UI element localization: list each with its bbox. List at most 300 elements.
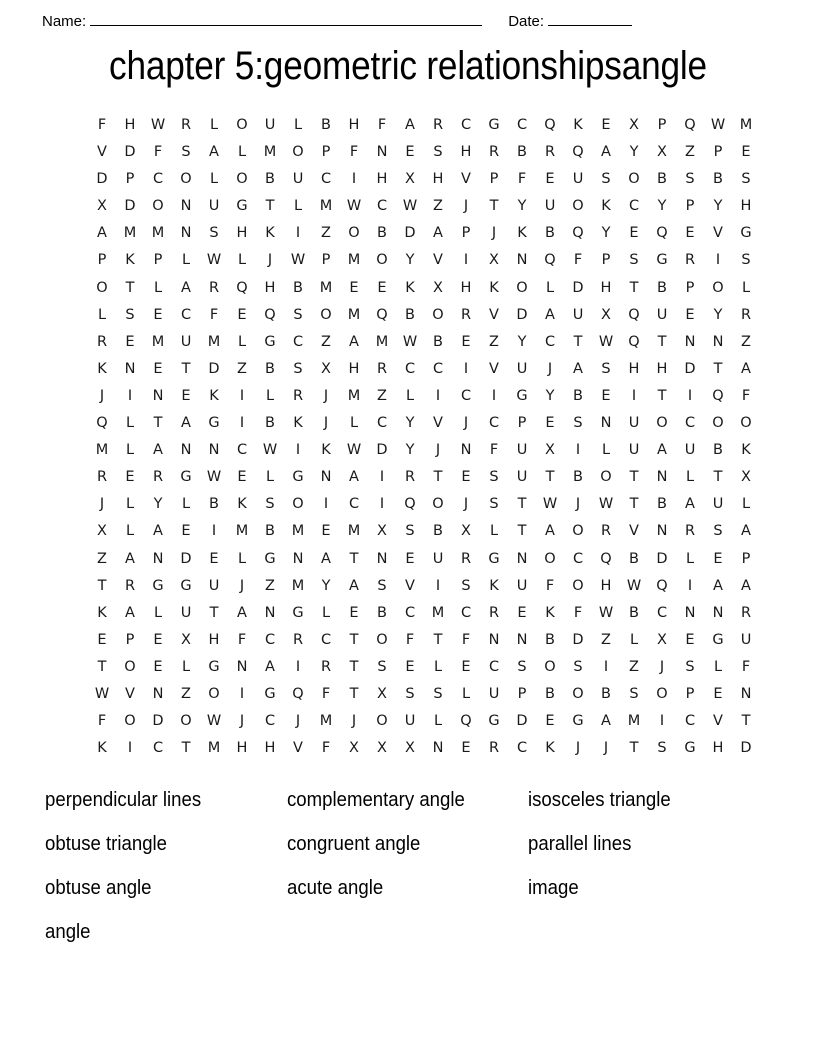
grid-letter[interactable]: N xyxy=(712,604,724,621)
grid-letter[interactable]: L xyxy=(265,387,275,404)
grid-letter[interactable]: Y xyxy=(405,252,415,269)
grid-letter[interactable]: T xyxy=(97,577,107,594)
grid-letter[interactable]: F xyxy=(321,685,331,702)
grid-letter[interactable]: I xyxy=(379,469,385,486)
grid-letter[interactable]: A xyxy=(573,360,583,377)
grid-letter[interactable]: O xyxy=(292,144,304,161)
grid-letter[interactable]: J xyxy=(295,713,301,730)
grid-letter[interactable]: Q xyxy=(236,279,248,296)
grid-letter[interactable]: Q xyxy=(264,306,276,323)
grid-letter[interactable]: L xyxy=(685,469,695,486)
grid-letter[interactable]: Z xyxy=(181,685,191,702)
grid-letter[interactable]: V xyxy=(713,225,723,242)
grid-letter[interactable]: K xyxy=(741,442,751,459)
word-list-item[interactable]: obtuse angle xyxy=(45,877,152,899)
grid-letter[interactable]: O xyxy=(628,171,640,188)
grid-letter[interactable]: B xyxy=(601,685,611,702)
grid-letter[interactable]: A xyxy=(405,117,415,133)
grid-letter[interactable]: O xyxy=(516,279,528,296)
grid-letter[interactable]: I xyxy=(463,360,469,377)
grid-letter[interactable]: H xyxy=(712,740,724,757)
grid-letter[interactable]: I xyxy=(435,577,441,594)
grid-letter[interactable]: B xyxy=(573,469,583,486)
grid-letter[interactable]: A xyxy=(545,523,555,540)
grid-letter[interactable]: X xyxy=(601,306,611,323)
grid-letter[interactable]: P xyxy=(685,198,695,215)
grid-letter[interactable]: I xyxy=(211,523,217,540)
grid-letter[interactable]: Q xyxy=(404,496,416,513)
grid-letter[interactable]: R xyxy=(96,469,108,486)
grid-letter[interactable]: I xyxy=(127,387,133,404)
grid-letter[interactable]: X xyxy=(433,279,443,296)
grid-letter[interactable]: S xyxy=(209,225,219,242)
grid-letter[interactable]: Z xyxy=(237,360,247,377)
grid-letter[interactable]: B xyxy=(573,387,583,404)
grid-letter[interactable]: N xyxy=(656,469,668,486)
grid-letter[interactable]: Z xyxy=(321,333,331,350)
grid-letter[interactable]: I xyxy=(435,387,441,404)
grid-letter[interactable]: K xyxy=(97,740,107,757)
grid-letter[interactable]: P xyxy=(461,225,471,242)
grid-letter[interactable]: P xyxy=(97,252,107,269)
grid-letter[interactable]: S xyxy=(265,496,275,513)
grid-letter[interactable]: S xyxy=(629,252,639,269)
grid-letter[interactable]: I xyxy=(491,387,497,404)
grid-letter[interactable]: E xyxy=(685,631,695,648)
grid-letter[interactable]: L xyxy=(181,496,191,513)
grid-letter[interactable]: E xyxy=(461,658,471,675)
grid-letter[interactable]: L xyxy=(601,442,611,459)
grid-letter[interactable]: L xyxy=(461,685,471,702)
grid-letter[interactable]: S xyxy=(601,171,611,188)
word-list-item[interactable]: complementary angle xyxy=(287,789,465,811)
grid-letter[interactable]: I xyxy=(295,225,301,242)
grid-letter[interactable]: B xyxy=(377,604,387,621)
grid-letter[interactable]: Y xyxy=(545,387,555,404)
grid-letter[interactable]: L xyxy=(433,658,443,675)
grid-letter[interactable]: C xyxy=(180,306,192,323)
grid-letter[interactable]: K xyxy=(601,198,611,215)
grid-letter[interactable]: E xyxy=(153,631,163,648)
grid-letter[interactable]: S xyxy=(405,685,415,702)
grid-letter[interactable]: N xyxy=(516,631,528,648)
grid-letter[interactable]: H xyxy=(208,631,220,648)
grid-letter[interactable]: V xyxy=(293,740,303,757)
grid-letter[interactable]: E xyxy=(125,333,135,350)
grid-letter[interactable]: L xyxy=(433,713,443,730)
grid-letter[interactable]: A xyxy=(741,360,751,377)
grid-letter[interactable]: G xyxy=(488,117,500,133)
grid-letter[interactable]: L xyxy=(545,279,555,296)
grid-letter[interactable]: L xyxy=(153,279,163,296)
grid-letter[interactable]: X xyxy=(349,740,359,757)
grid-letter[interactable]: D xyxy=(124,198,136,215)
grid-letter[interactable]: T xyxy=(433,631,443,648)
grid-letter[interactable]: C xyxy=(460,387,472,404)
grid-letter[interactable]: V xyxy=(489,306,499,323)
grid-letter[interactable]: O xyxy=(712,415,724,432)
grid-letter[interactable]: Y xyxy=(713,306,723,323)
grid-letter[interactable]: X xyxy=(97,198,107,215)
grid-letter[interactable]: O xyxy=(180,171,192,188)
word-list-item[interactable]: parallel lines xyxy=(528,833,632,855)
grid-letter[interactable]: W xyxy=(402,333,418,350)
grid-letter[interactable]: A xyxy=(741,523,751,540)
grid-letter[interactable]: L xyxy=(293,198,303,215)
grid-letter[interactable]: K xyxy=(293,415,303,432)
grid-letter[interactable]: A xyxy=(433,225,443,242)
grid-letter[interactable]: F xyxy=(237,631,247,648)
grid-letter[interactable]: H xyxy=(236,740,248,757)
grid-letter[interactable]: M xyxy=(347,252,361,269)
grid-letter[interactable]: P xyxy=(601,252,611,269)
grid-letter[interactable]: Z xyxy=(601,631,611,648)
grid-letter[interactable]: E xyxy=(377,279,387,296)
grid-letter[interactable]: M xyxy=(627,713,641,730)
grid-letter[interactable]: W xyxy=(262,442,278,459)
grid-letter[interactable]: I xyxy=(295,442,301,459)
grid-letter[interactable]: G xyxy=(180,577,192,594)
grid-letter[interactable]: N xyxy=(656,523,668,540)
grid-letter[interactable]: K xyxy=(545,604,555,621)
grid-letter[interactable]: E xyxy=(321,523,331,540)
grid-letter[interactable]: S xyxy=(489,469,499,486)
grid-letter[interactable]: C xyxy=(320,171,332,188)
grid-letter[interactable]: U xyxy=(572,306,584,323)
grid-letter[interactable]: E xyxy=(685,225,695,242)
grid-letter[interactable]: X xyxy=(321,360,331,377)
grid-letter[interactable]: R xyxy=(544,144,556,161)
grid-letter[interactable]: F xyxy=(97,117,107,133)
grid-letter[interactable]: J xyxy=(575,740,581,757)
grid-letter[interactable]: R xyxy=(488,144,500,161)
grid-letter[interactable]: W xyxy=(206,469,222,486)
grid-letter[interactable]: E xyxy=(517,604,527,621)
grid-letter[interactable]: L xyxy=(181,252,191,269)
grid-letter[interactable]: X xyxy=(629,117,639,133)
grid-letter[interactable]: C xyxy=(516,740,528,757)
grid-letter[interactable]: W xyxy=(598,333,614,350)
grid-letter[interactable]: S xyxy=(741,171,751,188)
grid-letter[interactable]: B xyxy=(265,171,275,188)
grid-letter[interactable]: P xyxy=(685,279,695,296)
grid-letter[interactable]: I xyxy=(687,387,693,404)
grid-letter[interactable]: K xyxy=(321,442,331,459)
grid-letter[interactable]: U xyxy=(572,171,584,188)
grid-letter[interactable]: R xyxy=(124,577,136,594)
grid-letter[interactable]: L xyxy=(125,523,135,540)
grid-letter[interactable]: I xyxy=(239,415,245,432)
grid-letter[interactable]: M xyxy=(431,604,445,621)
grid-letter[interactable]: N xyxy=(600,415,612,432)
grid-letter[interactable]: I xyxy=(127,740,133,757)
grid-letter[interactable]: L xyxy=(125,415,135,432)
grid-letter[interactable]: O xyxy=(208,685,220,702)
grid-letter[interactable]: P xyxy=(125,171,135,188)
grid-letter[interactable]: W xyxy=(346,198,362,215)
grid-letter[interactable]: E xyxy=(461,469,471,486)
grid-letter[interactable]: P xyxy=(125,631,135,648)
grid-letter[interactable]: N xyxy=(152,550,164,567)
grid-letter[interactable]: A xyxy=(265,658,275,675)
grid-letter[interactable]: N xyxy=(516,550,528,567)
grid-letter[interactable]: R xyxy=(432,117,444,133)
date-blank-line[interactable] xyxy=(548,13,632,26)
grid-letter[interactable]: D xyxy=(208,360,220,377)
grid-letter[interactable]: J xyxy=(575,496,581,513)
grid-letter[interactable]: H xyxy=(264,279,276,296)
grid-letter[interactable]: W xyxy=(94,685,110,702)
grid-letter[interactable]: M xyxy=(347,523,361,540)
grid-letter[interactable]: N xyxy=(152,387,164,404)
grid-letter[interactable]: M xyxy=(151,225,165,242)
grid-letter[interactable]: C xyxy=(404,604,416,621)
grid-letter[interactable]: U xyxy=(544,198,556,215)
grid-letter[interactable]: I xyxy=(715,252,721,269)
grid-letter[interactable]: U xyxy=(628,415,640,432)
grid-letter[interactable]: L xyxy=(265,469,275,486)
grid-letter[interactable]: L xyxy=(293,117,303,133)
grid-letter[interactable]: U xyxy=(740,631,752,648)
grid-letter[interactable]: T xyxy=(97,658,107,675)
grid-letter[interactable]: E xyxy=(209,550,219,567)
grid-letter[interactable]: P xyxy=(685,685,695,702)
grid-letter[interactable]: N xyxy=(124,360,136,377)
word-list-item[interactable]: congruent angle xyxy=(287,833,421,855)
grid-letter[interactable]: O xyxy=(712,279,724,296)
grid-letter[interactable]: S xyxy=(657,740,667,757)
grid-letter[interactable]: T xyxy=(713,360,723,377)
grid-letter[interactable]: J xyxy=(239,577,245,594)
grid-letter[interactable]: J xyxy=(659,658,665,675)
grid-letter[interactable]: U xyxy=(264,117,276,133)
grid-letter[interactable]: D xyxy=(572,631,584,648)
grid-letter[interactable]: W xyxy=(206,713,222,730)
grid-letter[interactable]: U xyxy=(404,713,416,730)
grid-letter[interactable]: D xyxy=(516,306,528,323)
grid-letter[interactable]: J xyxy=(463,415,469,432)
grid-letter[interactable]: Z xyxy=(97,550,107,567)
grid-letter[interactable]: Z xyxy=(489,333,499,350)
grid-letter[interactable]: E xyxy=(741,144,751,161)
grid-letter[interactable]: U xyxy=(208,198,220,215)
grid-letter[interactable]: L xyxy=(125,496,135,513)
grid-letter[interactable]: G xyxy=(180,469,192,486)
grid-letter[interactable]: O xyxy=(572,685,584,702)
grid-letter[interactable]: I xyxy=(603,658,609,675)
grid-letter[interactable]: A xyxy=(349,577,359,594)
grid-letter[interactable]: G xyxy=(656,252,668,269)
grid-letter[interactable]: C xyxy=(320,631,332,648)
name-field[interactable] xyxy=(42,13,482,30)
grid-letter[interactable]: K xyxy=(489,577,499,594)
grid-letter[interactable]: M xyxy=(151,333,165,350)
grid-letter[interactable]: H xyxy=(740,198,752,215)
grid-letter[interactable]: N xyxy=(376,144,388,161)
grid-letter[interactable]: K xyxy=(265,225,275,242)
grid-letter[interactable]: J xyxy=(99,496,105,513)
grid-letter[interactable]: R xyxy=(684,252,696,269)
grid-letter[interactable]: H xyxy=(460,279,472,296)
grid-letter[interactable]: F xyxy=(741,658,751,675)
word-list-item[interactable]: isosceles triangle xyxy=(528,789,671,811)
grid-letter[interactable]: E xyxy=(405,658,415,675)
grid-letter[interactable]: N xyxy=(264,604,276,621)
grid-letter[interactable]: S xyxy=(517,658,527,675)
grid-letter[interactable]: X xyxy=(181,631,191,648)
grid-letter[interactable]: H xyxy=(628,360,640,377)
grid-letter[interactable]: U xyxy=(516,577,528,594)
grid-letter[interactable]: V xyxy=(461,171,471,188)
grid-letter[interactable]: G xyxy=(684,740,696,757)
grid-letter[interactable]: T xyxy=(573,333,583,350)
grid-letter[interactable]: K xyxy=(237,496,247,513)
grid-letter[interactable]: X xyxy=(489,252,499,269)
grid-letter[interactable]: Q xyxy=(712,387,724,404)
grid-letter[interactable]: J xyxy=(323,415,329,432)
grid-letter[interactable]: U xyxy=(432,550,444,567)
grid-letter[interactable]: S xyxy=(685,658,695,675)
grid-letter[interactable]: X xyxy=(97,523,107,540)
grid-letter[interactable]: A xyxy=(741,577,751,594)
grid-letter[interactable]: L xyxy=(349,415,359,432)
grid-letter[interactable]: H xyxy=(124,117,136,133)
grid-letter[interactable]: O xyxy=(236,117,248,133)
grid-letter[interactable]: X xyxy=(377,740,387,757)
grid-letter[interactable]: J xyxy=(547,360,553,377)
grid-letter[interactable]: T xyxy=(629,279,639,296)
grid-letter[interactable]: H xyxy=(656,360,668,377)
grid-letter[interactable]: H xyxy=(376,171,388,188)
grid-letter[interactable]: T xyxy=(489,198,499,215)
grid-letter[interactable]: O xyxy=(572,523,584,540)
grid-letter[interactable]: E xyxy=(685,306,695,323)
grid-letter[interactable]: B xyxy=(545,685,555,702)
grid-letter[interactable]: L xyxy=(237,252,247,269)
grid-letter[interactable]: S xyxy=(461,577,471,594)
grid-letter[interactable]: T xyxy=(125,279,135,296)
grid-letter[interactable]: M xyxy=(207,333,221,350)
grid-letter[interactable]: F xyxy=(517,171,527,188)
grid-letter[interactable]: U xyxy=(516,469,528,486)
grid-letter[interactable]: D xyxy=(572,279,584,296)
grid-letter[interactable]: X xyxy=(657,631,667,648)
grid-letter[interactable]: L xyxy=(209,117,219,133)
grid-letter[interactable]: O xyxy=(656,685,668,702)
grid-letter[interactable]: G xyxy=(264,685,276,702)
grid-letter[interactable]: J xyxy=(435,442,441,459)
grid-letter[interactable]: O xyxy=(348,225,360,242)
grid-letter[interactable]: C xyxy=(292,333,304,350)
grid-letter[interactable]: Q xyxy=(544,252,556,269)
grid-letter[interactable]: F xyxy=(545,577,555,594)
grid-letter[interactable]: G xyxy=(208,658,220,675)
grid-letter[interactable]: X xyxy=(545,442,555,459)
grid-letter[interactable]: M xyxy=(319,198,333,215)
grid-letter[interactable]: M xyxy=(375,333,389,350)
grid-letter[interactable]: W xyxy=(346,442,362,459)
grid-letter[interactable]: C xyxy=(684,415,696,432)
grid-letter[interactable]: Z xyxy=(629,658,639,675)
grid-letter[interactable]: H xyxy=(348,360,360,377)
grid-letter[interactable]: U xyxy=(712,496,724,513)
grid-letter[interactable]: H xyxy=(236,225,248,242)
grid-letter[interactable]: E xyxy=(153,360,163,377)
grid-letter[interactable]: Q xyxy=(572,144,584,161)
grid-letter[interactable]: Y xyxy=(657,198,667,215)
grid-letter[interactable]: V xyxy=(405,577,415,594)
grid-letter[interactable]: S xyxy=(685,171,695,188)
grid-letter[interactable]: S xyxy=(601,360,611,377)
grid-letter[interactable]: S xyxy=(741,252,751,269)
grid-letter[interactable]: U xyxy=(628,442,640,459)
grid-letter[interactable]: M xyxy=(235,523,249,540)
grid-letter[interactable]: Z xyxy=(321,225,331,242)
grid-letter[interactable]: G xyxy=(264,333,276,350)
grid-letter[interactable]: W xyxy=(626,577,642,594)
grid-letter[interactable]: L xyxy=(405,387,415,404)
grid-letter[interactable]: S xyxy=(629,685,639,702)
grid-letter[interactable]: T xyxy=(349,685,359,702)
grid-letter[interactable]: R xyxy=(460,306,472,323)
grid-letter[interactable]: G xyxy=(572,713,584,730)
date-field[interactable] xyxy=(508,13,632,30)
grid-letter[interactable]: A xyxy=(125,604,135,621)
grid-letter[interactable]: N xyxy=(292,550,304,567)
grid-letter[interactable]: U xyxy=(180,333,192,350)
grid-letter[interactable]: C xyxy=(376,198,388,215)
grid-letter[interactable]: S xyxy=(573,415,583,432)
grid-letter[interactable]: T xyxy=(153,415,163,432)
grid-letter[interactable]: G xyxy=(208,415,220,432)
grid-letter[interactable]: N xyxy=(236,658,248,675)
grid-letter[interactable]: O xyxy=(376,252,388,269)
grid-letter[interactable]: E xyxy=(545,171,555,188)
grid-letter[interactable]: C xyxy=(264,631,276,648)
grid-letter[interactable]: Y xyxy=(601,225,611,242)
grid-letter[interactable]: C xyxy=(488,658,500,675)
grid-letter[interactable]: D xyxy=(376,442,388,459)
grid-letter[interactable]: Z xyxy=(685,144,695,161)
grid-letter[interactable]: Q xyxy=(544,117,556,133)
word-list-item[interactable]: angle xyxy=(45,921,91,943)
grid-letter[interactable]: U xyxy=(488,685,500,702)
grid-letter[interactable]: M xyxy=(95,442,109,459)
grid-letter[interactable]: R xyxy=(404,469,416,486)
grid-letter[interactable]: O xyxy=(544,658,556,675)
grid-letter[interactable]: M xyxy=(291,523,305,540)
grid-letter[interactable]: H xyxy=(600,279,612,296)
grid-letter[interactable]: G xyxy=(292,604,304,621)
grid-letter[interactable]: B xyxy=(517,144,527,161)
grid-letter[interactable]: G xyxy=(488,550,500,567)
grid-letter[interactable]: B xyxy=(433,523,443,540)
grid-letter[interactable]: G xyxy=(516,387,528,404)
grid-letter[interactable]: F xyxy=(97,713,107,730)
grid-letter[interactable]: T xyxy=(181,740,191,757)
grid-letter[interactable]: V xyxy=(629,523,639,540)
grid-letter[interactable]: T xyxy=(545,469,555,486)
grid-letter[interactable]: J xyxy=(267,252,273,269)
grid-letter[interactable]: O xyxy=(96,279,108,296)
grid-letter[interactable]: U xyxy=(684,442,696,459)
grid-letter[interactable]: O xyxy=(600,469,612,486)
grid-letter[interactable]: A xyxy=(685,496,695,513)
grid-letter[interactable]: L xyxy=(741,496,751,513)
grid-letter[interactable]: U xyxy=(180,604,192,621)
grid-letter[interactable]: C xyxy=(264,713,276,730)
grid-letter[interactable]: O xyxy=(180,713,192,730)
